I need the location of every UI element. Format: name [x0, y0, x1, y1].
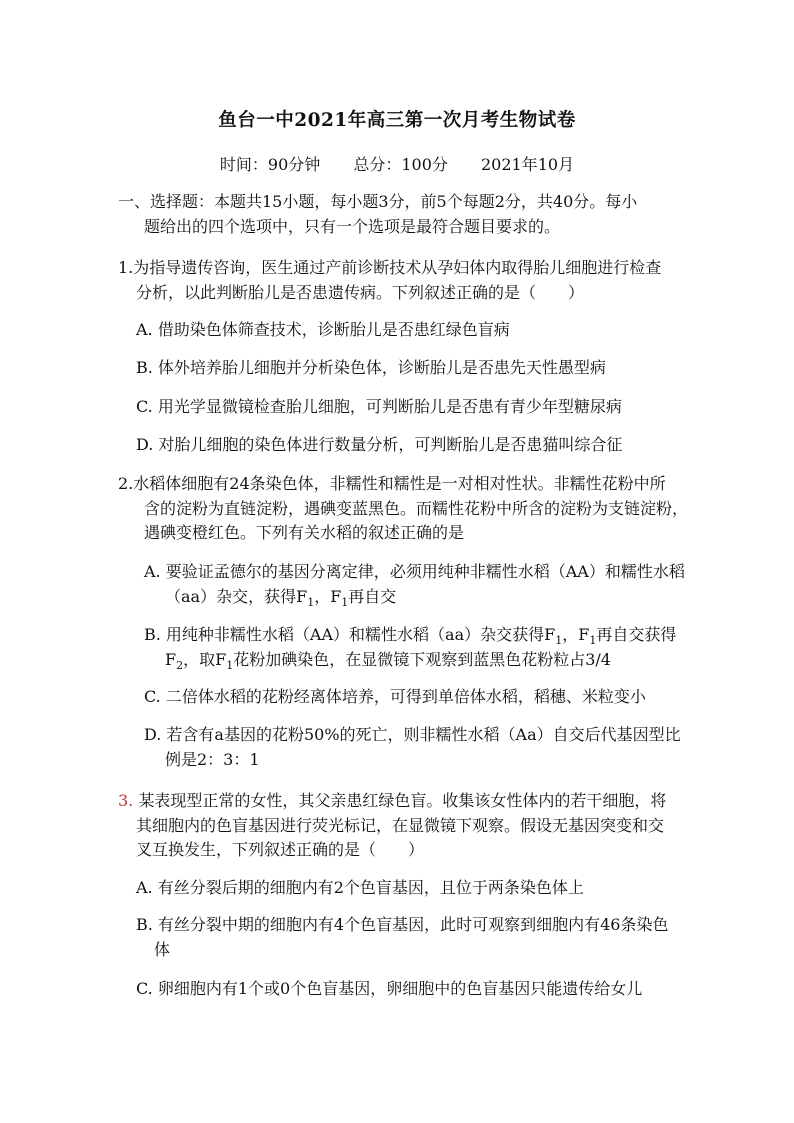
q2-option-b-line1: [144, 624, 676, 652]
q2-option-c: C. 二倍体水稻的花粉经离体培养，可得到单倍体水稻，稻穗、米粒变小: [144, 687, 646, 706]
q2-b-text4: F: [165, 650, 177, 669]
q3-stem-text1: 某表现型正常的女性，其父亲患红绿色盲。收集该女性体内的若干细胞，将: [133, 791, 667, 810]
q2-a-sub1: 1: [307, 596, 315, 610]
q3-stem-line1: [118, 790, 666, 812]
q2-b-sub2: 1: [589, 634, 597, 648]
q2-b-text2: ，F: [562, 625, 590, 644]
q2-option-a-line1: A. 要验证孟德尔的基因分离定律，必须用纯种非糯性水稻（AA）和糯性水稻: [144, 562, 685, 581]
q2-option-d-line2: 例是2：3：1: [165, 750, 260, 769]
q2-a-text1: （aa）杂交，获得F: [165, 587, 308, 606]
exam-time: 时间：90分钟: [219, 155, 321, 174]
section-header-line1: 一、选择题：本题共15小题，每小题3分，前5个每题2分，共40分。每小: [118, 192, 638, 211]
q1-stem-line2: 分析，以此判断胎儿是否患遗传病。下列叙述正确的是（ ）: [136, 283, 585, 302]
exam-meta: [0, 152, 794, 175]
q2-a-sub2: 1: [341, 596, 349, 610]
q2-a-text2: ，F: [314, 587, 342, 606]
q2-stem-line2: 含的淀粉为直链淀粉，遇碘变蓝黑色。而糯性花粉中所含的淀粉为支链淀粉，: [144, 499, 689, 518]
exam-date: 2021年10月: [481, 155, 575, 174]
q1-option-c: C. 用光学显微镜检查胎儿细胞，可判断胎儿是否患有青少年型糖尿病: [136, 397, 622, 416]
q1-option-d: D. 对胎儿细胞的染色体进行数量分析，可判断胎儿是否患猫叫综合征: [136, 435, 623, 454]
q2-b-text5: ，取F: [183, 650, 227, 669]
q2-option-a-line2: [165, 586, 396, 614]
exam-score: 总分：100分: [353, 155, 448, 174]
q1-stem-line1: 1.为指导遗传咨询，医生通过产前诊断技术从孕妇体内取得胎儿细胞进行检查: [118, 258, 662, 277]
q1-option-a: A. 借助染色体筛查技术，诊断胎儿是否患红绿色盲病: [136, 320, 510, 339]
q2-option-d-line1: D. 若含有a基因的花粉50%的死亡，则非糯性水稻（Aa）自交后代基因型比: [144, 725, 681, 744]
q2-stem-line3: 遇碘变橙红色。下列有关水稻的叙述正确的是: [144, 523, 465, 542]
q2-b-text6: 花粉加碘染色，在显微镜下观察到蓝黑色花粉粒占3/4: [233, 650, 611, 669]
exam-title: 鱼台一中2021年高三第一次月考生物试卷: [218, 110, 576, 131]
q2-stem-line1: 2.水稻体细胞有24条染色体，非糯性和糯性是一对相对性状。非糯性花粉中所: [118, 474, 666, 493]
q2-b-text1: B. 用纯种非糯性水稻（AA）和糯性水稻（aa）杂交获得F: [144, 625, 556, 644]
q3-number: 3.: [118, 791, 134, 810]
q3-option-b-line1: B. 有丝分裂中期的细胞内有4个色盲基因，此时可观察到细胞内有46条染色: [136, 915, 669, 934]
q2-b-sub1: 1: [555, 634, 563, 648]
q1-option-b: B. 体外培养胎儿细胞并分析染色体，诊断胎儿是否患先天性愚型病: [136, 358, 606, 377]
q2-b-text3: 再自交获得: [596, 625, 677, 644]
q3-option-a: A. 有丝分裂后期的细胞内有2个色盲基因，且位于两条染色体上: [136, 878, 584, 897]
q3-option-c: C. 卵细胞内有1个或0个色盲基因，卵细胞中的色盲基因只能遗传给女儿: [136, 979, 643, 998]
section-header-line2: 题给出的四个选项中，只有一个选项是最符合题目要求的。: [144, 217, 561, 236]
q2-b-sub3: 2: [176, 659, 184, 673]
q3-option-b-line2: 体: [154, 940, 171, 959]
q3-stem-line2: 其细胞内的色盲基因进行荧光标记，在显微镜下观察。假设无基因突变和交: [136, 816, 665, 835]
q2-option-b-line2: [165, 649, 611, 677]
q2-a-text3: 再自交: [348, 587, 397, 606]
q3-stem-line3: 叉互换发生，下列叙述正确的是（ ）: [136, 840, 425, 859]
q2-b-sub4: 1: [226, 659, 234, 673]
